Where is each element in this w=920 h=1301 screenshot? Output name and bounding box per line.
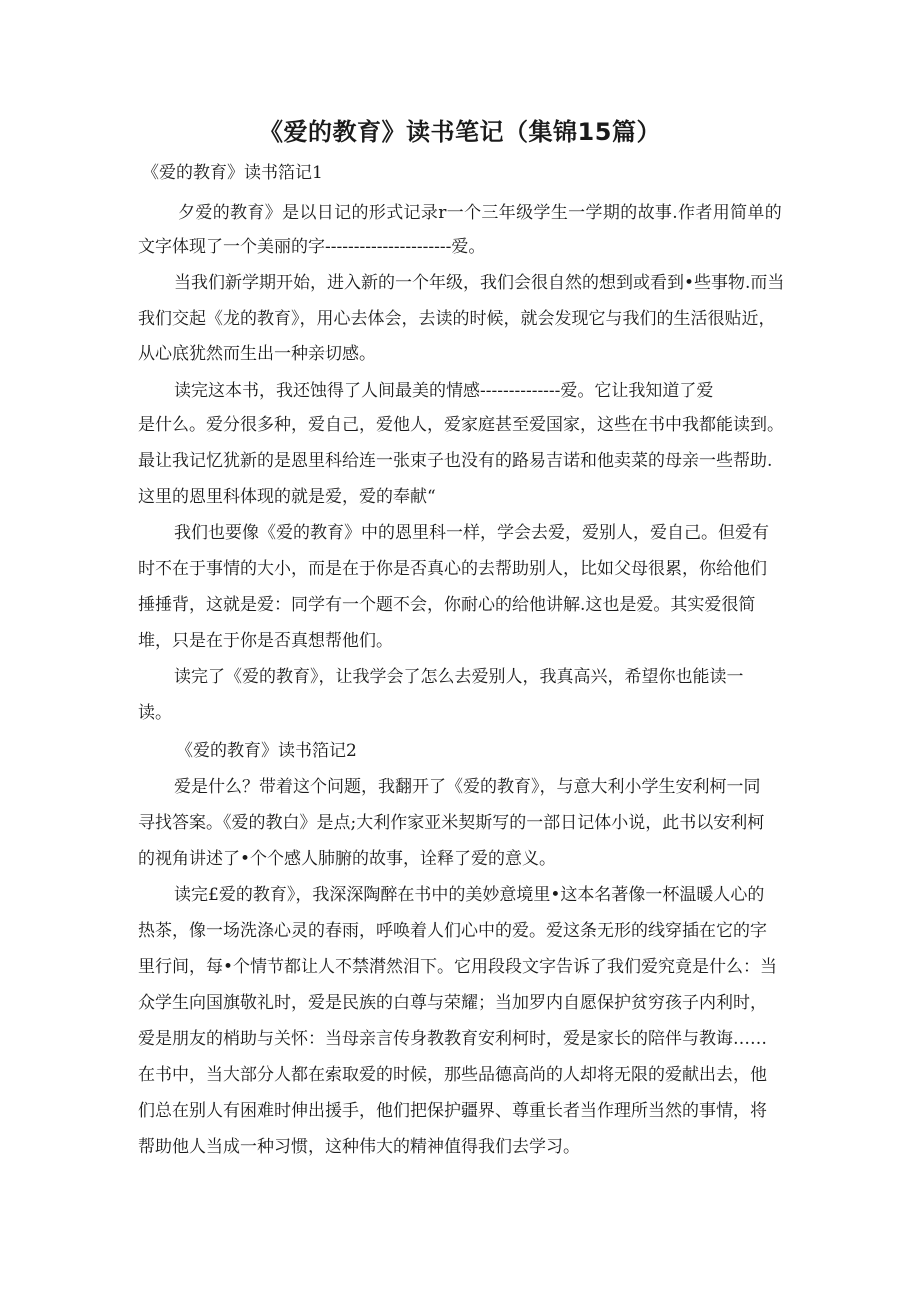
paragraph-line: 文字体现了一个美丽的字----------------------爱。	[138, 237, 486, 257]
paragraph-line: 从心底犹然而生出一种亲切感。	[138, 344, 376, 364]
paragraph-line: 热茶，像一场洗涤心灵的春雨，呼唤着人们心中的爱。爱这条无形的线穿插在它的字	[138, 921, 767, 941]
paragraph-line: 读。	[138, 703, 172, 723]
paragraph-line: 们总在别人有困难时伸出援手，他们把保护疆界、尊重长者当作理所当然的事情，将	[138, 1101, 767, 1121]
paragraph-line: 读完£爱的教育》，我深深陶醉在书中的美妙意境里•这本名著像一杯温暖人心的	[174, 885, 765, 905]
paragraph-line: 爱是什么？带着这个问题，我翻开了《爱的教育》，与意大利小学生安利柯一同	[174, 777, 761, 797]
paragraph-line: 在书中，当大部分人都在索取爱的时候，那些品德高尚的人却将无限的爱献出去，他	[138, 1065, 767, 1085]
paragraph-line: 我们也要像《爱的教育》中的恩里科一样，学会去爱，爱别人，爱自己。但爱有	[174, 523, 769, 543]
paragraph-line: 这里的恩里科体现的就是爱，爱的奉献“	[138, 487, 436, 507]
paragraph-line: 最让我记忆犹新的是恩里科给连一张束子也没有的路易吉诺和他卖菜的母亲一些帮助.	[138, 451, 773, 471]
paragraph-line: 堆，只是在于你是否真想帮他们。	[138, 631, 393, 651]
paragraph-line: 的视角讲述了•个个感人肺腑的故事，诠释了爱的意义。	[138, 849, 557, 869]
paragraph-line: 当我们新学期开始，进入新的一个年级，我们会很自然的想到或看到•些事物.而当	[174, 273, 785, 293]
document-title: 《爱的教育》读书笔记（集锦15篇）	[259, 118, 661, 146]
paragraph-line: 是什么。爱分很多种，爱自己，爱他人，爱家庭甚至爱国家，这些在书中我都能读到。	[138, 415, 784, 435]
paragraph-line: 夕爱的教育》是以日记的形式记录r一个三年级学生一学期的故事.作者用简单的	[178, 203, 783, 223]
paragraph-line: 捶捶背，这就是爱：同学有一个题不会，你耐心的给他讲解.这也是爱。其实爱很简	[138, 595, 756, 615]
paragraph-line: 读完了《爱的教育》，让我学会了怎么去爱别人，我真高兴，希望你也能读一	[174, 667, 744, 687]
section-heading-1: 《爱的教育》读书箔记1	[142, 163, 323, 183]
paragraph-line: 时不在于事情的大小，而是在于你是否真心的去帮助别人，比如父母很累，你给他们	[138, 559, 767, 579]
paragraph-line: 我们交起《龙的教育》，用心去体会，去读的时候，就会发现它与我们的生活很贴近，	[138, 309, 776, 329]
paragraph-line: 读完这本书，我还蚀得了人间最美的情感--------------爱。它让我知道了爱	[174, 381, 714, 401]
paragraph-line: 众学生向国旗敬礼时，爱是民族的白尊与荣耀；当加罗内自愿保护贫穷孩子内利时，	[138, 993, 767, 1013]
section-heading-2: 《爱的教育》读书箔记2	[176, 741, 357, 761]
paragraph-line: 寻找答案。《爱的教白》是点;大利作家亚米契斯写的一部日记体小说，此书以安利柯	[138, 813, 765, 833]
paragraph-line: 爱是朋友的梢助与关怀：当母亲言传身教教育安利柯时，爱是家长的陪伴与教诲……	[138, 1029, 767, 1049]
paragraph-line: 里行间，每•个情节都让人不禁潸然泪下。它用段段文字告诉了我们爱究竟是什么：当	[138, 957, 778, 977]
paragraph-line: 帮助他人当成一种习惯，这种伟大的精神值得我们去学习。	[138, 1137, 580, 1157]
